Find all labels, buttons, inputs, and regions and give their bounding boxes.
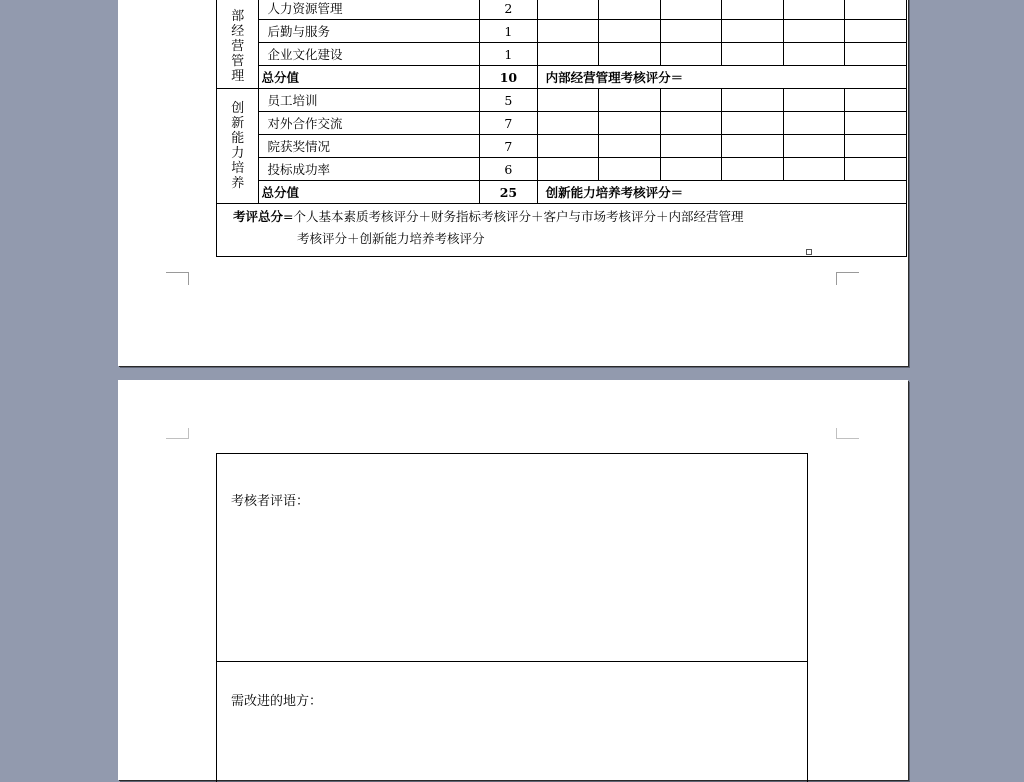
score-cell[interactable] <box>722 158 784 181</box>
total-row <box>217 66 907 89</box>
formula-row <box>217 204 907 257</box>
score-cell[interactable] <box>599 89 661 112</box>
table-row <box>217 135 907 158</box>
formula-line-1: =个人基本素质考核评分＋财务指标考核评分＋客户与市场考核评分＋内部经营管理 <box>283 209 744 224</box>
item-name: 投标成功率 <box>259 158 480 181</box>
score-cell[interactable] <box>722 135 784 158</box>
score-cell[interactable] <box>599 135 661 158</box>
score-cell[interactable] <box>845 158 907 181</box>
item-score: 6 <box>480 158 537 181</box>
total-score-formula[interactable] <box>217 204 907 257</box>
improvement-label: 需改进的地方： <box>231 694 323 709</box>
crop-mark <box>166 272 189 285</box>
score-cell[interactable] <box>537 112 599 135</box>
assessment-table <box>216 0 907 257</box>
item-name: 对外合作交流 <box>259 112 480 135</box>
item-name: 企业文化建设 <box>259 43 480 66</box>
score-cell[interactable] <box>599 112 661 135</box>
document-page-1 <box>118 0 908 366</box>
item-score: 2 <box>480 0 537 20</box>
score-cell[interactable] <box>599 158 661 181</box>
score-cell[interactable] <box>537 43 599 66</box>
score-cell[interactable] <box>599 0 661 20</box>
improvement-cell[interactable] <box>217 662 807 782</box>
crop-mark <box>836 428 859 439</box>
score-cell[interactable] <box>660 158 722 181</box>
comment-table <box>216 453 808 782</box>
score-cell[interactable] <box>722 112 784 135</box>
score-cell[interactable] <box>845 20 907 43</box>
score-cell[interactable] <box>783 158 845 181</box>
score-cell[interactable] <box>783 20 845 43</box>
score-cell[interactable] <box>537 20 599 43</box>
score-cell[interactable] <box>537 89 599 112</box>
score-cell[interactable] <box>845 89 907 112</box>
reviewer-comment-cell[interactable] <box>217 454 807 662</box>
score-cell[interactable] <box>537 0 599 20</box>
score-cell[interactable] <box>660 0 722 20</box>
score-cell[interactable] <box>783 0 845 20</box>
score-cell[interactable] <box>783 43 845 66</box>
score-cell[interactable] <box>845 43 907 66</box>
item-name: 员工培训 <box>259 89 480 112</box>
innovation-score-result[interactable]: 创新能力培养考核评分＝ <box>537 181 906 204</box>
score-cell[interactable] <box>660 89 722 112</box>
crop-mark <box>836 272 859 285</box>
item-score: 7 <box>480 112 537 135</box>
score-cell[interactable] <box>722 0 784 20</box>
total-row <box>217 181 907 204</box>
category-internal-management: 部 经 营 管 理 <box>217 0 259 89</box>
internal-score-result[interactable]: 内部经营管理考核评分＝ <box>537 66 906 89</box>
item-name: 后勤与服务 <box>259 20 480 43</box>
score-cell[interactable] <box>599 20 661 43</box>
formula-line-2: 考核评分＋创新能力培养考核评分 <box>297 231 485 246</box>
item-score: 1 <box>480 43 537 66</box>
total-score: 10 <box>480 66 537 89</box>
document-page-2 <box>118 380 908 780</box>
score-cell[interactable] <box>660 112 722 135</box>
crop-mark <box>166 428 189 439</box>
item-name: 人力资源管理 <box>259 0 480 20</box>
item-score: 7 <box>480 135 537 158</box>
table-row <box>217 0 907 20</box>
total-label: 总分值 <box>259 66 480 89</box>
score-cell[interactable] <box>783 89 845 112</box>
score-cell[interactable] <box>722 43 784 66</box>
score-cell[interactable] <box>783 135 845 158</box>
score-cell[interactable] <box>537 158 599 181</box>
score-cell[interactable] <box>722 89 784 112</box>
score-cell[interactable] <box>845 112 907 135</box>
total-label: 总分值 <box>259 181 480 204</box>
category-innovation: 创 新 能 力 培 养 <box>217 89 259 204</box>
score-cell[interactable] <box>845 135 907 158</box>
score-cell[interactable] <box>722 20 784 43</box>
table-row <box>217 112 907 135</box>
table-row <box>217 20 907 43</box>
score-cell[interactable] <box>783 112 845 135</box>
score-cell[interactable] <box>660 20 722 43</box>
score-cell[interactable] <box>599 43 661 66</box>
table-row <box>217 89 907 112</box>
score-cell[interactable] <box>660 43 722 66</box>
table-resize-handle[interactable] <box>806 249 812 255</box>
table-row <box>217 158 907 181</box>
reviewer-comment-label: 考核者评语： <box>231 494 310 509</box>
score-cell[interactable] <box>660 135 722 158</box>
score-cell[interactable] <box>845 0 907 20</box>
score-cell[interactable] <box>537 135 599 158</box>
item-name: 院获奖情况 <box>259 135 480 158</box>
total-score: 25 <box>480 181 537 204</box>
item-score: 1 <box>480 20 537 43</box>
table-row <box>217 43 907 66</box>
formula-label: 考评总分 <box>233 209 284 224</box>
item-score: 5 <box>480 89 537 112</box>
